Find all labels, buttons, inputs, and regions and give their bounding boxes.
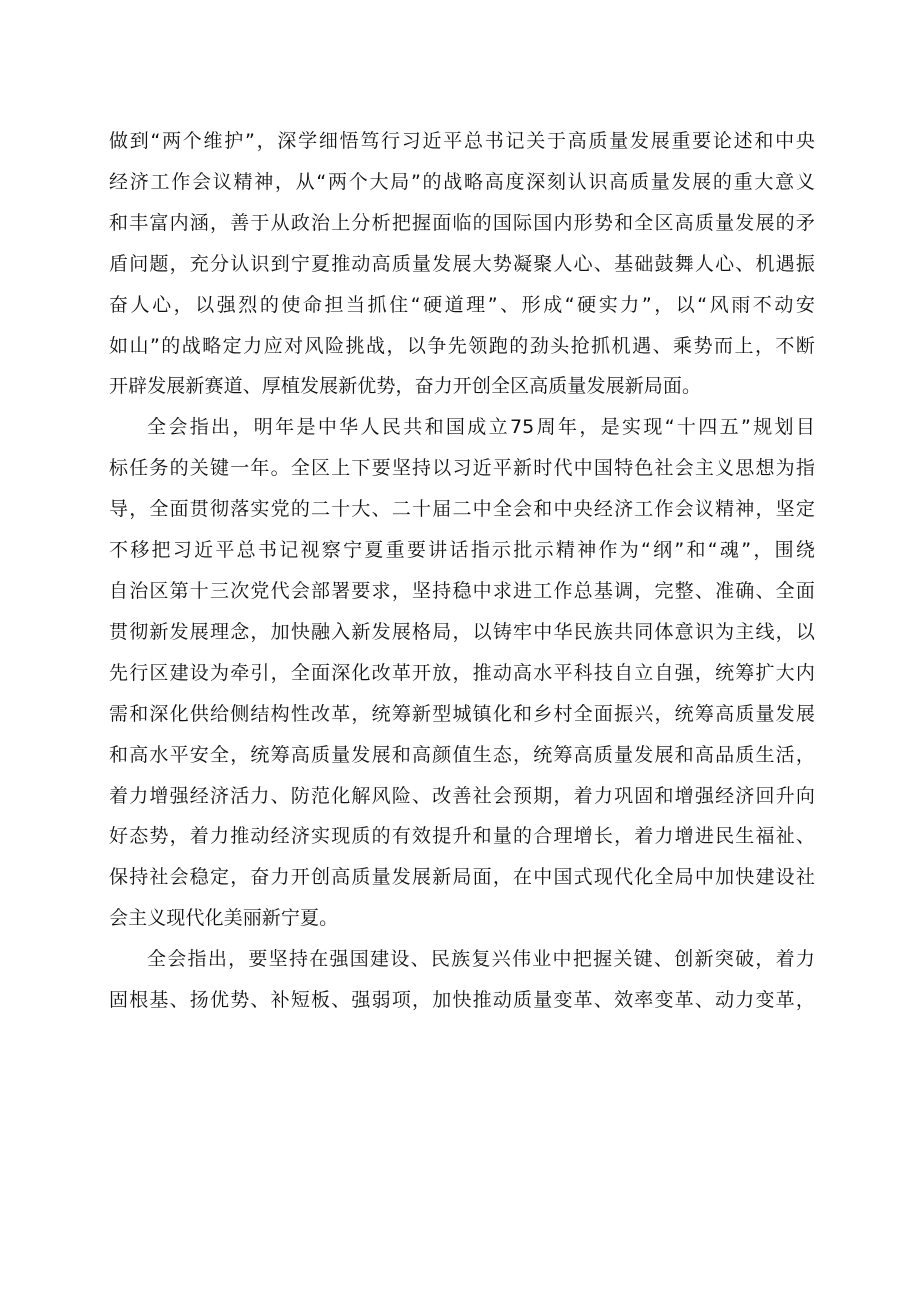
text-line: 需和深化供给侧结构性改革，统筹新型城镇化和乡村全面振兴，统筹高质量发展 (109, 702, 815, 725)
text-line: 会主义现代化美丽新宁夏。 (109, 907, 339, 930)
text-line: 贯彻新发展理念，加快融入新发展格局，以铸牢中华民族共同体意识为主线，以 (109, 620, 815, 643)
text-line: 保持社会稳定，奋力开创高质量发展新局面，在中国式现代化全局中加快建设社 (109, 866, 815, 889)
text-line: 导，全面贯彻落实党的二十大、二十届二中全会和中央经济工作会议精神，坚定 (109, 498, 815, 521)
paragraph-2 (109, 407, 815, 939)
text-line: 好态势，着力推动经济实现质的有效提升和量的合理增长，着力增进民生福祉、 (109, 825, 815, 848)
text-line: 全会指出，要坚持在强国建设、民族复兴伟业中把握关键、创新突破，着力 (147, 948, 815, 971)
text-line: 奋人心，以强烈的使命担当抓住“硬道理”、形成“硬实力”，以“风雨不动安 (109, 293, 815, 316)
text-line: 做到“两个维护”，深学细悟笃行习近平总书记关于高质量发展重要论述和中央 (109, 130, 815, 152)
text-line: 如山”的战略定力应对风险挑战，以争先领跑的劲头抢抓机遇、乘势而上，不断 (109, 334, 815, 357)
text-line: 自治区第十三次党代会部署要求，坚持稳中求进工作总基调，完整、准确、全面 (109, 579, 815, 602)
text-line: 盾问题，充分认识到宁夏推动高质量发展大势凝聚人心、基础鼓舞人心、机遇振 (109, 252, 815, 275)
paragraph-3 (109, 939, 815, 1021)
text-line: 开辟发展新赛道、厚植发展新优势，奋力开创全区高质量发展新局面。 (109, 375, 702, 398)
text-line: 不移把习近平总书记视察宁夏重要讲话指示批示精神作为“纲”和“魂”，围绕 (109, 539, 815, 562)
document-body (109, 121, 815, 1021)
text-line: 先行区建设为牵引，全面深化改革开放，推动高水平科技自立自强，统筹扩大内 (109, 661, 815, 684)
text-line: 经济工作会议精神，从“两个大局”的战略高度深刻认识高质量发展的重大意义 (109, 170, 815, 193)
paragraph-1 (109, 121, 815, 407)
text-line: 全会指出，明年是中华人民共和国成立75周年，是实现“十四五”规划目 (147, 416, 815, 439)
text-line: 着力增强经济活力、防范化解风险、改善社会预期，着力巩固和增强经济回升向 (109, 784, 815, 807)
text-line: 和丰富内涵，善于从政治上分析把握面临的国际国内形势和全区高质量发展的矛 (109, 211, 815, 234)
text-line: 标任务的关键一年。全区上下要坚持以习近平新时代中国特色社会主义思想为指 (109, 457, 815, 480)
text-line: 固根基、扬优势、补短板、强弱项，加快推动质量变革、效率变革、动力变革， (109, 989, 815, 1012)
text-line: 和高水平安全，统筹高质量发展和高颜值生态，统筹高质量发展和高品质生活， (109, 743, 815, 766)
